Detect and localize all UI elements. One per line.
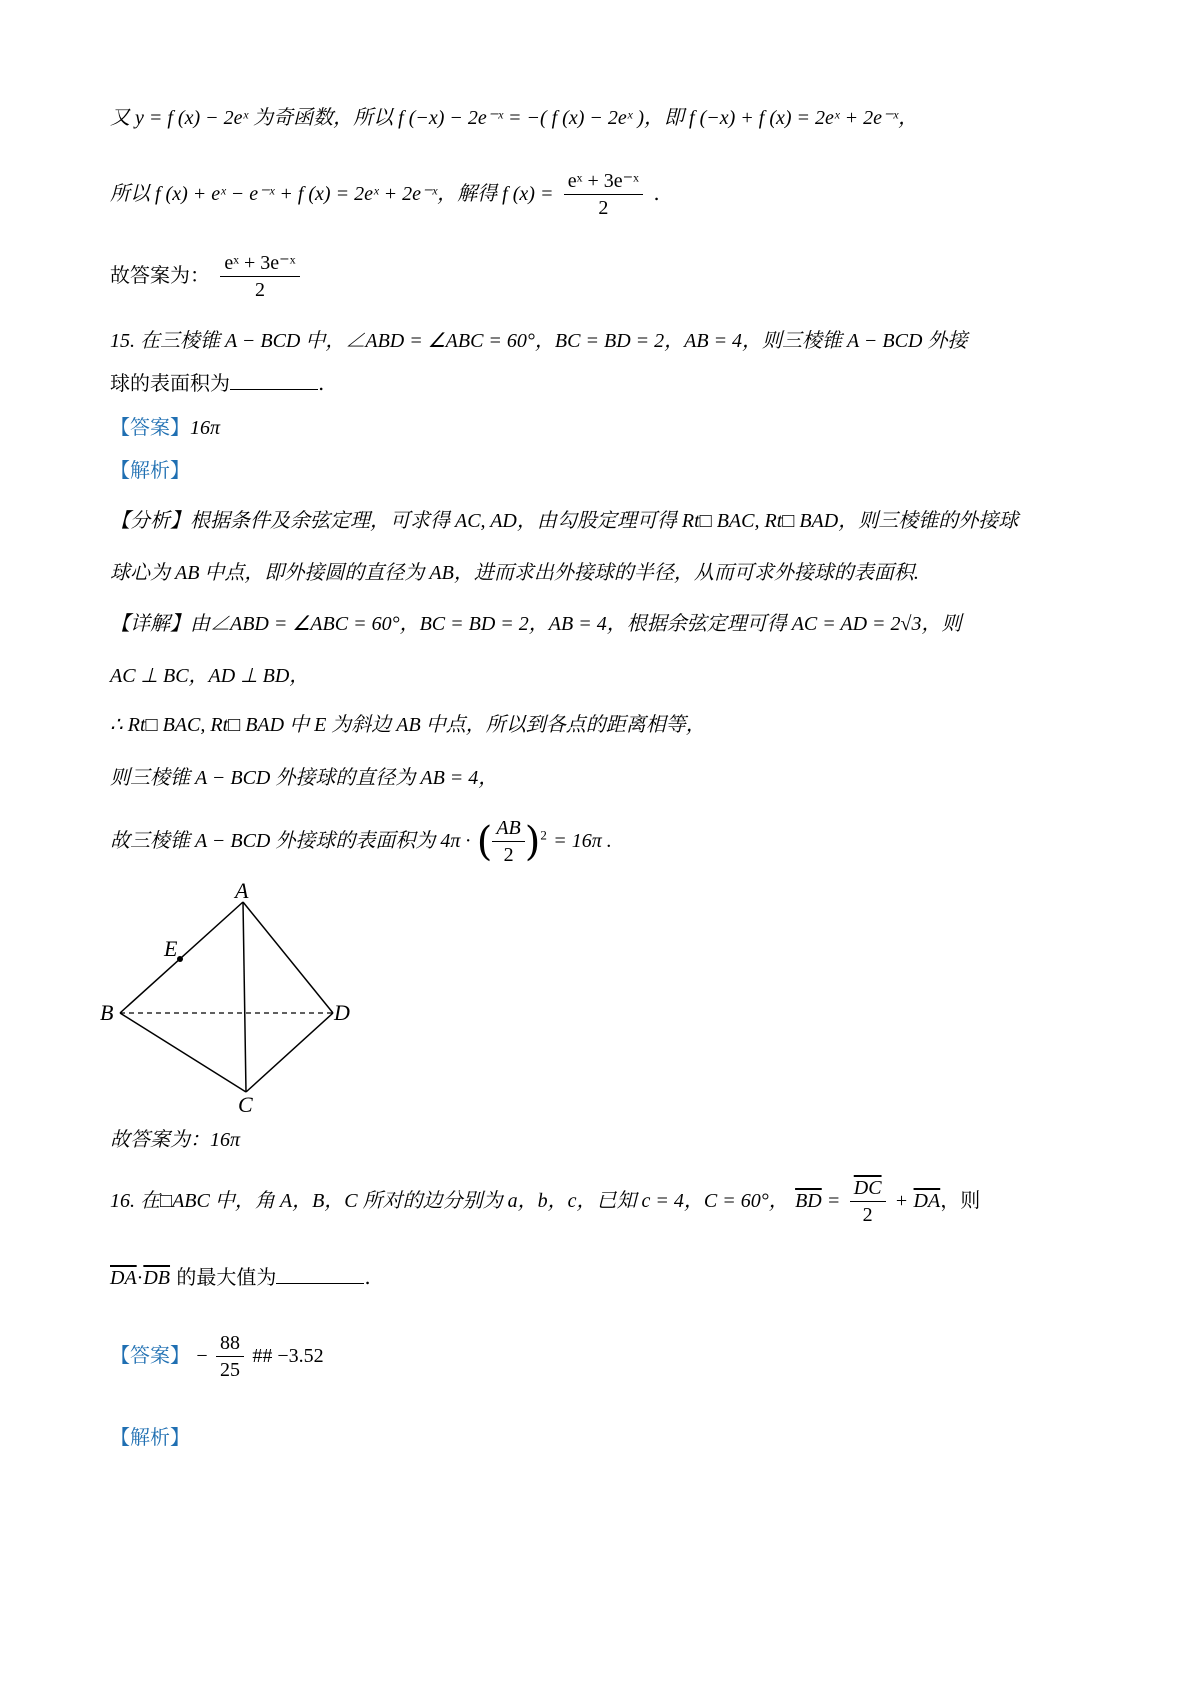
fraction-ab-over-2: $\frac{AB}{2}$ <box>492 815 524 868</box>
fenxi-line-1: 【分析】根据条件及余弦定理，可求得 AC, AD，由勾股定理可得 Rt□ BAC, Rt□ BAD，则三棱锥的外接球 <box>110 510 1019 532</box>
edge-bc <box>120 1013 246 1092</box>
text-line-1: 又 y = f (x) − 2eˣ 为奇函数，所以 f (−x) − 2e⁻ˣ = −( f (x) − 2eˣ )，即 f (−x) + f (x) = 2eˣ + 2e⁻ˣ， <box>110 107 919 129</box>
label-e: E <box>164 936 178 961</box>
label-c: C <box>238 1092 253 1117</box>
label-b: B <box>100 1000 114 1025</box>
analysis-16-tag: 【解析】 <box>110 1425 190 1449</box>
answer-line-15: 故答案为：16π <box>110 1129 241 1151</box>
fraction-answer-16: $\frac{88}{25}$ <box>216 1330 244 1383</box>
fenxi-line-2: 球心为 AB 中点，即外接圆的直径为 AB，进而求出外接球的半径，从而可求外接球的表面积. <box>110 562 919 584</box>
text-line-2: 所以 f (x) + eˣ − e⁻ˣ + f (x) = 2eˣ + 2e⁻ˣ，解得 f (x) = $\frac{\text{eˣ + 3e⁻ˣ}}{2}$ . <box>110 170 660 219</box>
fraction-fx: $\frac{\text{eˣ + 3e⁻ˣ}}{2}$ <box>564 168 643 221</box>
question-15-line-2: 球的表面积为 . <box>110 371 325 395</box>
tetrahedron-figure <box>98 880 358 1120</box>
answer-blank <box>230 369 318 390</box>
answer-16: 【答案】 − $\frac{88}{25}$ ## −3.52 <box>110 1332 324 1381</box>
xiangjie-line-5: 故三棱锥 A − BCD 外接球的表面积为 4π · ( $\frac{AB}{2}$ )$^2$ = 16π . <box>110 817 612 866</box>
edge-ad <box>243 902 333 1013</box>
question-15-line-1: 15. 在三棱锥 A − BCD 中，∠ABD = ∠ABC = 60°，BC = BD = 2，AB = 4，则三棱锥 A − BCD 外接 <box>110 330 968 352</box>
answer-15: 【答案】16π <box>110 415 221 439</box>
question-16-line-1: 16. 在□ABC 中，角 A，B，C 所对的边分别为 a，b，c，已知 c = 4，C = 60°， $\overline{BD}$ = $\frac{\overline{DC}}{2}$ + $\overline{DA}$，则 <box>110 1177 981 1226</box>
answer-blank-16 <box>276 1263 364 1284</box>
question-16-line-2: $\overline{DA}\cdot\overline{DB}$ 的最大值为 . <box>110 1265 371 1289</box>
point-e <box>177 956 183 962</box>
fraction-dc-over-2: $\frac{\overline{DC}}{2}$ <box>850 1175 886 1228</box>
edge-ac <box>243 902 246 1092</box>
label-a: A <box>235 880 249 903</box>
fraction-answer-14: $\frac{\text{eˣ + 3e⁻ˣ}}{2}$ <box>220 250 299 303</box>
edge-dc <box>246 1013 333 1092</box>
label-d: D <box>334 1000 350 1025</box>
analysis-15-tag: 【解析】 <box>110 458 190 482</box>
xiangjie-line-2: AC ⊥ BC，AD ⊥ BD， <box>110 665 310 687</box>
xiangjie-line-3: ∴ Rt□ BAC, Rt□ BAD 中 E 为斜边 AB 中点，所以到各点的距离相等， <box>110 714 706 736</box>
xiangjie-line-1: 【详解】由∠ABD = ∠ABC = 60°，BC = BD = 2，AB = 4，根据余弦定理可得 AC = AD = 2√3，则 <box>110 613 962 635</box>
xiangjie-line-4: 则三棱锥 A − BCD 外接球的直径为 AB = 4， <box>110 767 499 789</box>
answer-line-14: 故答案为： $\frac{\text{eˣ + 3e⁻ˣ}}{2}$ <box>110 250 304 303</box>
